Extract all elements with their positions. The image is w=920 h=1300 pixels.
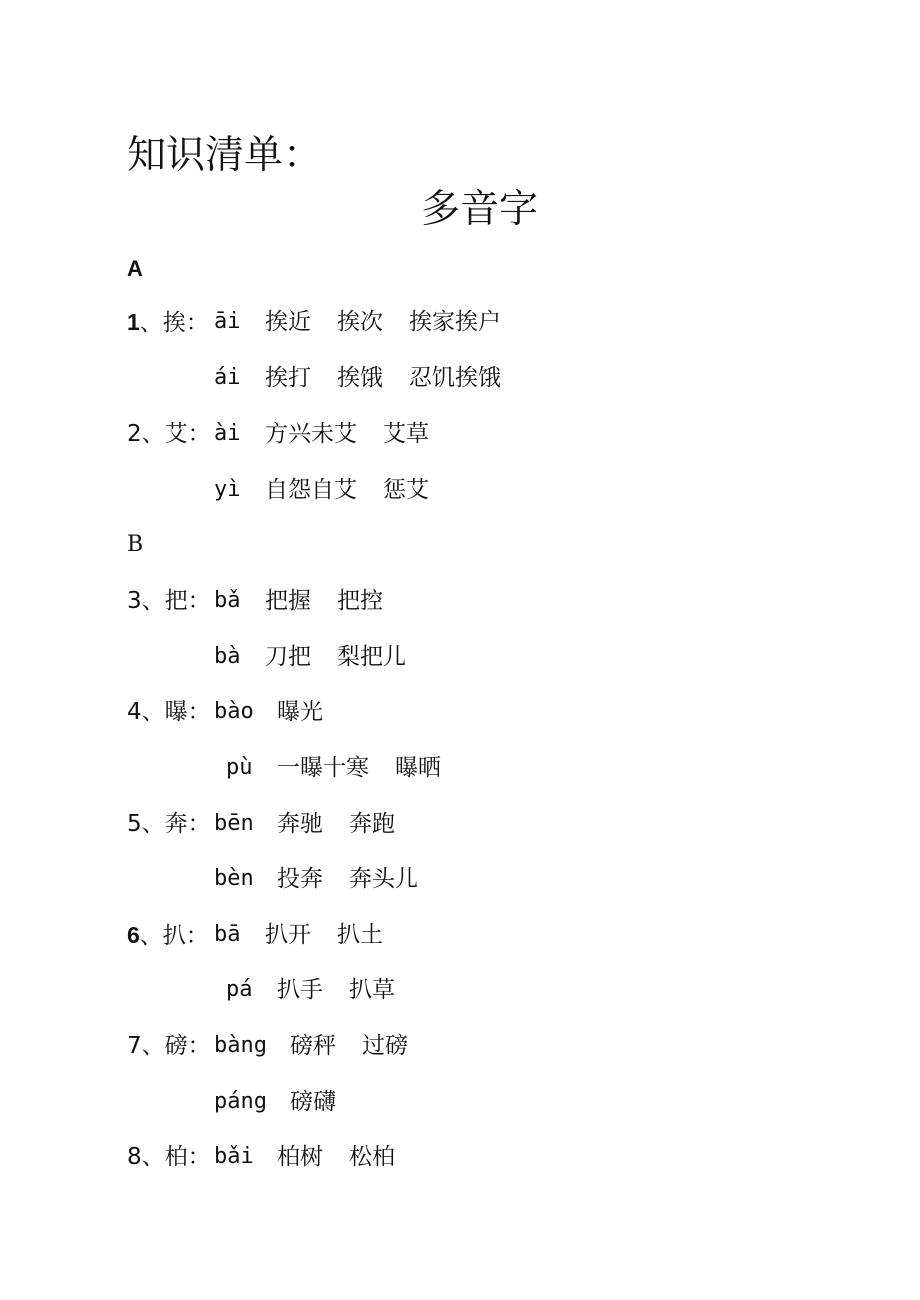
example-words	[265, 641, 432, 673]
example-words	[265, 362, 527, 394]
example-word: 方兴未艾	[265, 421, 357, 447]
pinyin-reading: bā	[214, 922, 241, 947]
entry-character: 、扒：	[139, 923, 209, 949]
example-words	[277, 808, 421, 840]
entry-character: 、挨：	[139, 310, 209, 336]
entry-number: 7、磅：	[127, 1033, 211, 1059]
example-word: 一曝十寒	[277, 755, 369, 781]
example-word: 扒土	[337, 922, 383, 948]
example-word: 柏树	[277, 1144, 323, 1170]
entry-character: 、把：	[141, 588, 211, 614]
example-word: 奔跑	[349, 811, 395, 837]
example-word: 投奔	[277, 866, 323, 892]
example-words	[277, 696, 349, 728]
example-words	[265, 474, 455, 506]
entry-number: 6、扒：	[127, 922, 209, 949]
example-words	[265, 418, 455, 450]
pinyin-reading: pá	[226, 977, 253, 1002]
section-heading-b: B	[127, 532, 144, 557]
example-word: 挨打	[265, 365, 311, 391]
example-word: 忍饥挨饿	[409, 365, 501, 391]
example-words	[290, 1030, 434, 1062]
example-words	[290, 1086, 362, 1118]
example-word: 挨近	[265, 309, 311, 335]
pinyin-reading: bào	[214, 699, 254, 724]
pinyin-reading: bǎi	[214, 1144, 254, 1169]
example-words	[265, 919, 409, 951]
example-word: 过磅	[362, 1033, 408, 1059]
example-words	[277, 1141, 421, 1173]
example-word: 挨家挨户	[409, 309, 501, 335]
page-subtitle: 多音字	[421, 187, 539, 232]
example-word: 松柏	[349, 1144, 395, 1170]
example-word: 扒开	[265, 922, 311, 948]
page-title: 知识清单：	[127, 133, 323, 178]
example-word: 刀把	[265, 644, 311, 670]
pinyin-reading: ái	[214, 365, 241, 390]
entry-number: 1、挨：	[127, 309, 209, 336]
pinyin-reading: pù	[226, 755, 253, 780]
pinyin-reading: āi	[214, 309, 241, 334]
section-heading-a: A	[127, 256, 143, 281]
example-word: 梨把儿	[337, 644, 406, 670]
example-word: 曝光	[277, 699, 323, 725]
example-word: 磅秤	[290, 1033, 336, 1059]
entry-character: 、磅：	[141, 1033, 211, 1059]
example-word: 自怨自艾	[265, 477, 357, 503]
example-word: 挨次	[337, 309, 383, 335]
pinyin-reading: ài	[214, 421, 241, 446]
example-word: 磅礴	[290, 1089, 336, 1115]
example-word: 曝晒	[395, 755, 441, 781]
pinyin-reading: páng	[214, 1089, 267, 1114]
pinyin-reading: bèn	[214, 866, 254, 891]
example-words	[277, 974, 421, 1006]
example-words	[277, 863, 444, 895]
entry-character: 、曝：	[141, 699, 211, 725]
pinyin-reading: yì	[214, 477, 241, 502]
pinyin-reading: bàng	[214, 1033, 267, 1058]
entry-character: 、艾：	[141, 421, 211, 447]
example-words	[265, 585, 409, 617]
example-word: 把控	[337, 588, 383, 614]
example-words	[265, 306, 527, 338]
example-word: 扒草	[349, 977, 395, 1003]
entry-character: 、柏：	[141, 1144, 211, 1170]
entry-number: 5、奔：	[127, 811, 211, 837]
pinyin-reading: bǎ	[214, 588, 241, 613]
example-word: 奔头儿	[349, 866, 418, 892]
example-word: 挨饿	[337, 365, 383, 391]
entry-character: 、奔：	[141, 811, 211, 837]
example-words	[277, 752, 467, 784]
entry-number: 8、柏：	[127, 1144, 211, 1170]
entry-number: 4、曝：	[127, 699, 211, 725]
example-word: 奔驰	[277, 811, 323, 837]
entry-number: 2、艾：	[127, 421, 211, 447]
example-word: 艾草	[383, 421, 429, 447]
example-word: 把握	[265, 588, 311, 614]
example-word: 扒手	[277, 977, 323, 1003]
pinyin-reading: bēn	[214, 811, 254, 836]
entry-number: 3、把：	[127, 588, 211, 614]
pinyin-reading: bà	[214, 644, 241, 669]
example-word: 惩艾	[383, 477, 429, 503]
